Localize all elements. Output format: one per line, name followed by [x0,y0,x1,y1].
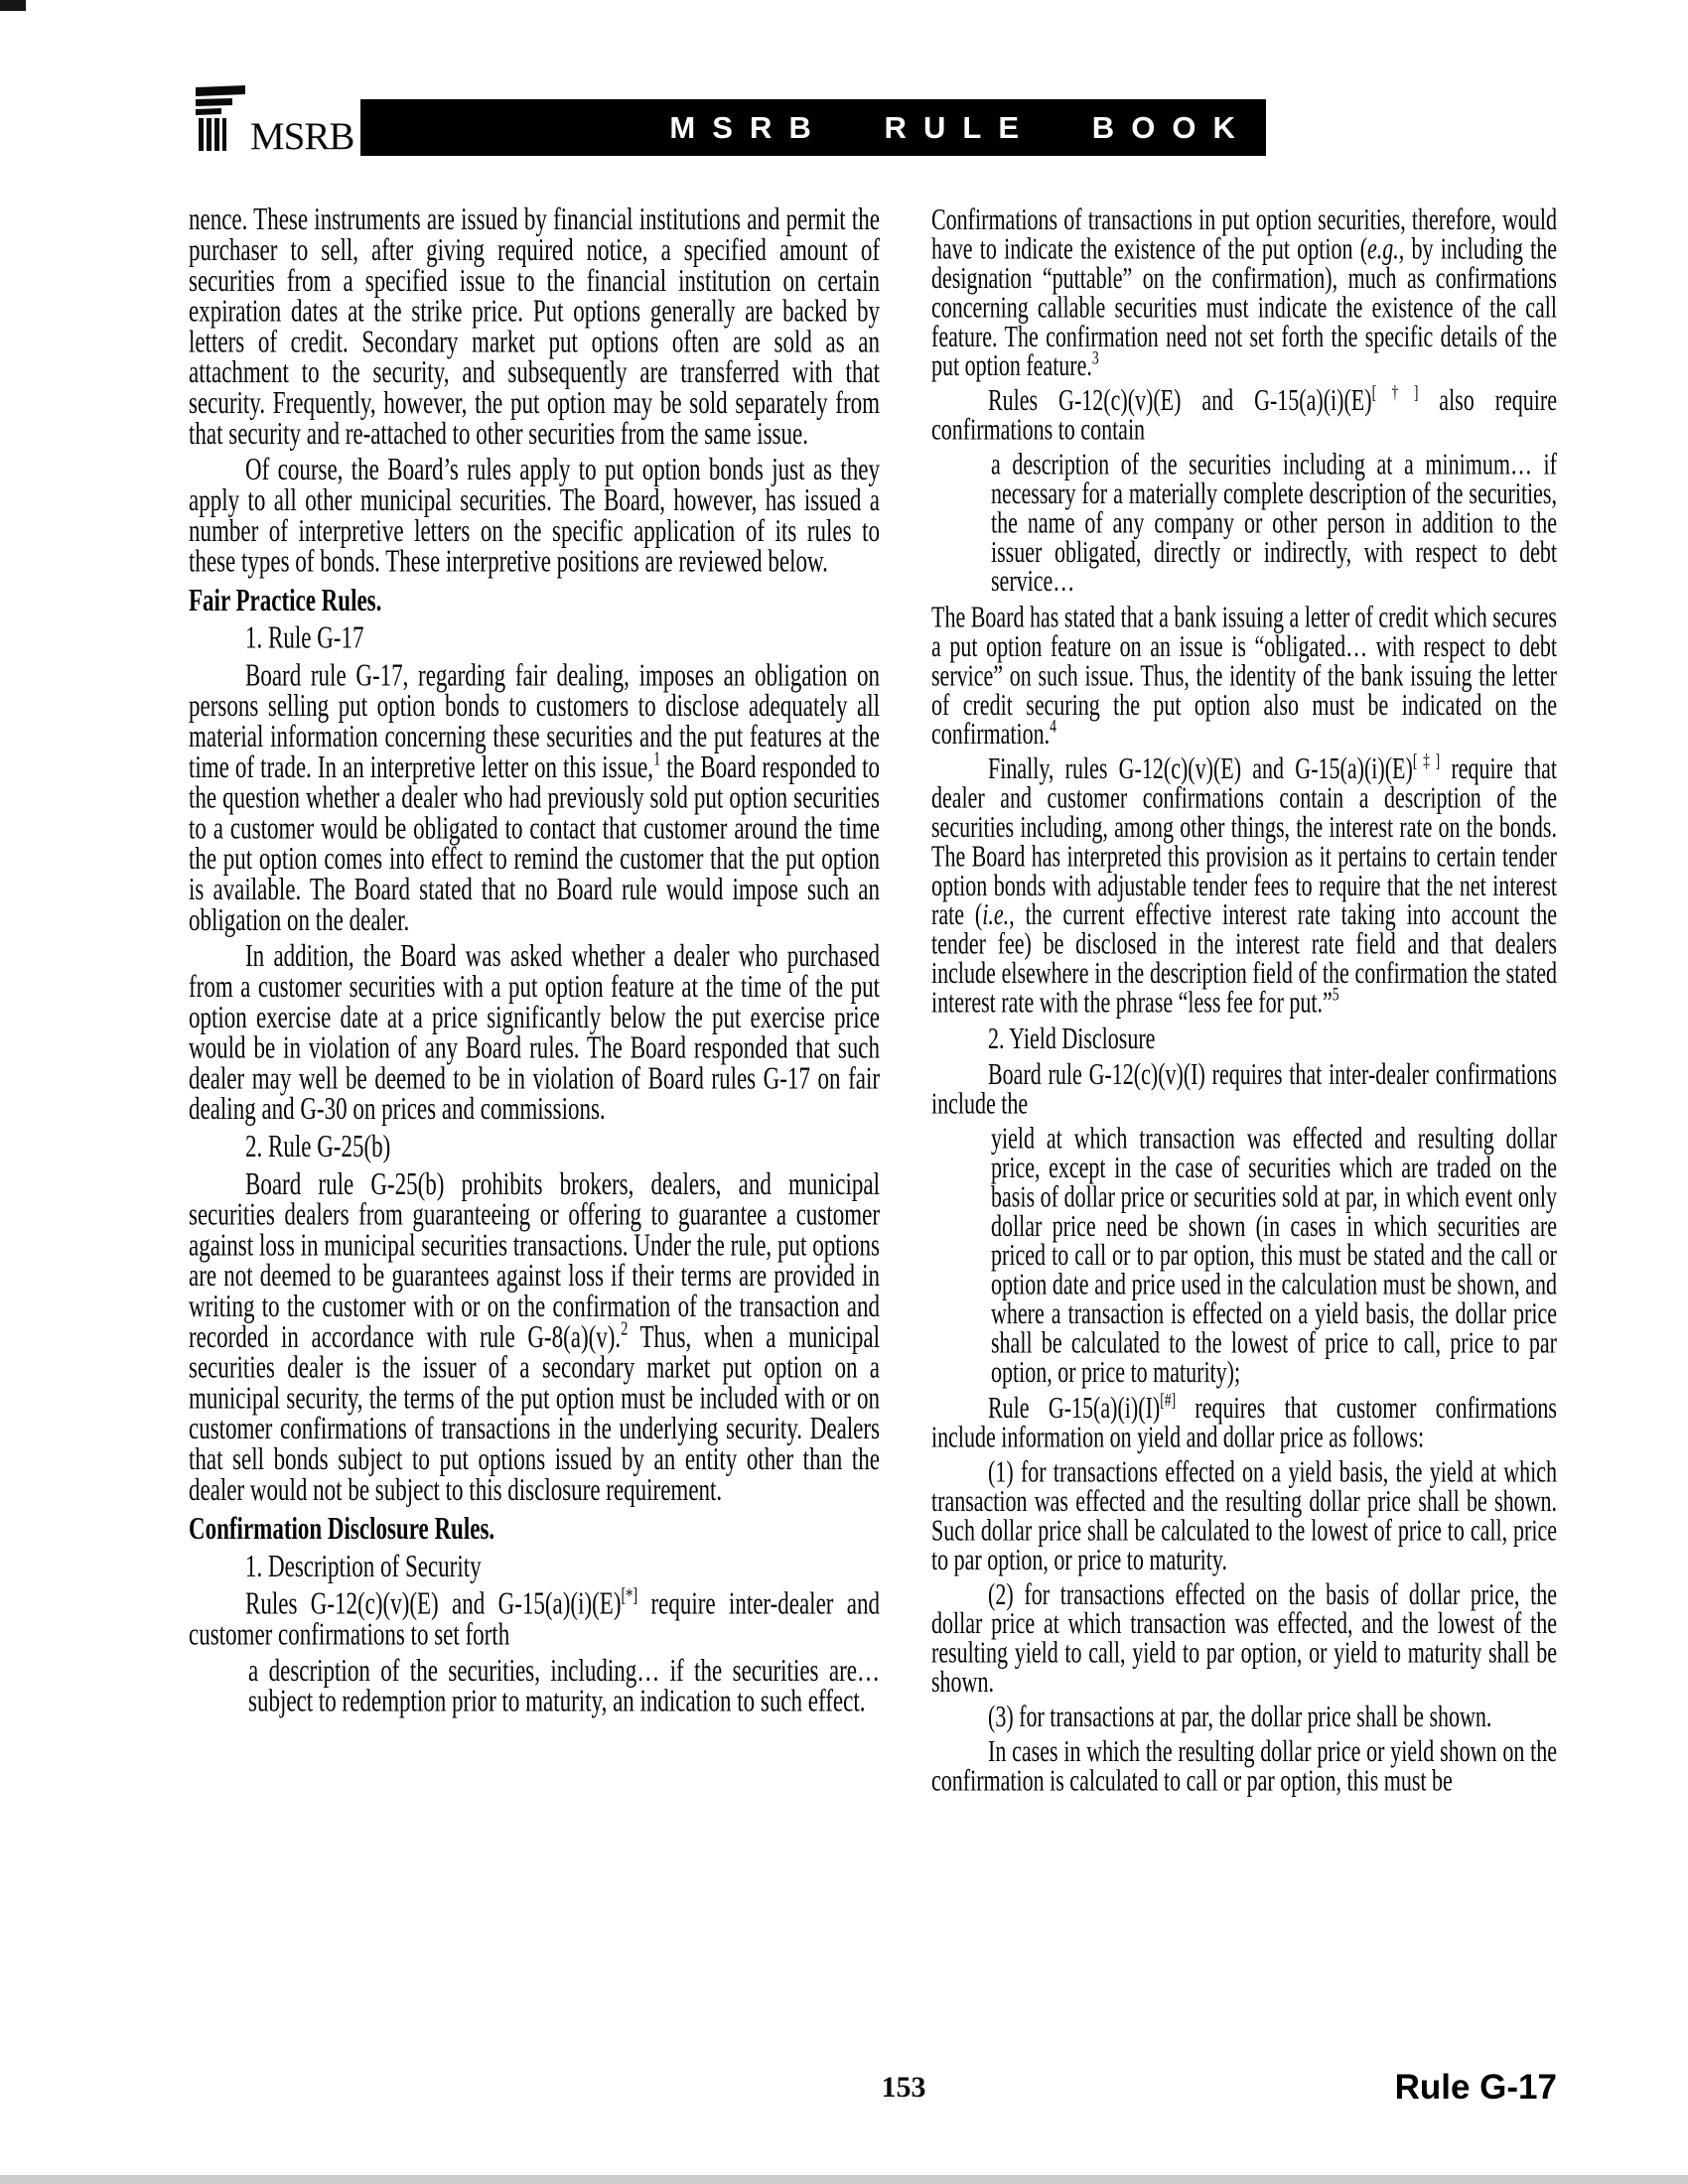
footnote-ref-5: 5 [1332,983,1339,1005]
subheading-description-of-security: 1. Description of Security [245,1548,482,1583]
paragraph: In cases in which the resulting dollar price or yield shown on the confirmation is calculated to call or par option, this must be [931,1733,1557,1798]
page-number: 153 [881,2071,926,2104]
paragraph: Finally, rules G-12(c)(v)(E) and G-15(a)(i)(E)[‡] require that dealer and customer confirmations contain a description of the securities including, among other things, the interest rate on the bonds. The Board has interpreted this provision as it pertains to certain tender option bonds with adjustable tender fees to require that the net interest rate (i.e., the current effective interest rate taking into account the tender fee) be disclosed in the interest rate field and that dealers include elsewhere in the description field of the confirmation the stated interest rate with the phrase “less fee for put.”$^5$ [931,750,1557,1020]
footnote-ref-hash: [#] [1160,1389,1177,1411]
paragraph: Board rule G-12(c)(v)(I) requires that inter-dealer confirmations include the [931,1056,1557,1121]
subheading-yield-disclosure: 2. Yield Disclosure [988,1020,1156,1055]
msrb-logo [196,85,354,159]
column-pillar-icon [196,85,247,153]
paragraph: (3) for transactions at par, the dollar price shall be shown. [988,1699,1492,1733]
block-quote: a description of the securities including at a minimum… if necessary for a materially complete description of the securities, the name of any company or other person in addition to the issuer obligated, directly or indirectly, with respect to debt service… [991,446,1557,599]
section-heading-confirmation-disclosure: Confirmation Disclosure Rules. [189,1511,495,1546]
paragraph: Rules G-12(c)(v)(E) and G-15(a)(i)(E)[*] require inter-dealer and customer confirmations to set forth [189,1584,880,1652]
paragraph: Of course, the Board’s rules apply to put option bonds just as they apply to all other municipal securities. The Board, however, has issued a number of interpretive letters on the specific application of its rules to these types of bonds. These interpretive positions are reviewed below. [189,452,880,579]
footnote-ref-2: 2 [621,1317,629,1341]
banner-title: MSRB RULE BOOK [669,109,1252,145]
subheading-rule-g17: 1. Rule G-17 [245,619,364,655]
subheading-rule-g25b: 2. Rule G-25(b) [245,1129,391,1163]
footnote-ref-dagger: [†] [1371,381,1419,403]
right-column [931,202,1557,1800]
paragraph: Board rule G-17, regarding fair dealing, imposes an obligation on persons selling put option bonds to customers to disclose adequately all material information concerning these securities and the put features at the time of trade. In an interpretive letter on this issue,$^1$ the Board responded to the question whether a dealer who had previously sold put option securities to a customer would be obligated to contact that customer around the time the put option comes into effect to remind the customer that the put option is available. The Board stated that no Board rule would impose such an obligation on the dealer. [189,657,880,937]
paragraph: In addition, the Board was asked whether a dealer who purchased from a customer securities with a put option feature at the time of the put option exercise date at a price significantly below the put exercise price would be in violation of any Board rules. The Board responded that such dealer may well be deemed to be in violation of Board rules G-17 on fair dealing and G-30 on prices and commissions. [189,938,880,1127]
section-heading-fair-practice: Fair Practice Rules. [189,582,382,617]
block-quote: a description of the securities, including… if the securities are… subject to redemption prior to maturity, an indication to such effect. [248,1652,880,1718]
paragraph: (2) for transactions effected on the basis of dollar price, the dollar price at which transaction was effected, and the lowest of the resulting yield to call, yield to par option, or yield to maturity shall be shown. [931,1575,1557,1699]
logo-text: MSRB [250,115,354,159]
paragraph-continuation: nence. These instruments are issued by financial institutions and permit the purchaser to sell, after giving required notice, a specified amount of securities from a specified issue to the financial institution on certain expiration dates at the strike price. Put options generally are backed by letters of credit. Secondary market put options often are sold as an attachment to the security, and subsequently are transferred with that security. Frequently, however, the put option may be sold separately from that security and re-attached to other securities from the same issue. [189,202,880,451]
footnote-ref-4: 4 [1050,715,1056,737]
paragraph: (1) for transactions effected on a yield basis, the yield at which transaction was effected and the resulting dollar price shall be shown. Such dollar price shall be calculated to the lowest of price to call, price to par option, or price to maturity. [931,1453,1557,1576]
block-quote: yield at which transaction was effected and resulting dollar price, except in the case of securities which are traded on the basis of dollar price or securities sold at par, in which event only dollar price need be shown (in cases in which securities are priced to call or to par option, this must be stated and the call or option date and price used in the calculation must be shown, and where a transaction is effected on a yield basis, the dollar price shall be calculated to the lowest of price to call, price to par option, or price to maturity); [991,1120,1557,1389]
paragraph: Rule G-15(a)(i)(I)[#] requires that customer confirmations include information on yield and dollar price as follows: [931,1389,1557,1454]
scan-corner-artifact [0,0,26,11]
paragraph: Board rule G-25(b) prohibits brokers, dealers, and municipal securities dealers from guaranteeing or offering to guarantee a customer against loss in municipal securities transactions. Under the rule, put options are not deemed to be guarantees against loss if their terms are provided in writing to the customer with or on the confirmation of the transaction and recorded in accordance with rule G-8(a)(v).$^2$ Thus, when a municipal securities dealer is the issuer of a secondary market put option on a municipal security, the terms of the put option must be included with or on customer confirmations of transactions in the underlying security. Dealers that sell bonds subject to put options issued by an entity other than the dealer would not be subject to this disclosure requirement. [189,1165,880,1507]
footnote-ref-3: 3 [1091,346,1099,368]
rulebook-banner [360,99,1266,156]
paragraph: The Board has stated that a bank issuing a letter of credit which secures a put option feature on an issue is “obligated… with respect to debt service” on such issue. Thus, the identity of the bank issuing the letter of credit securing the put option also must be indicated on the confirmation.$^4$ [931,599,1557,751]
footnote-ref-double-dagger: [‡] [1412,750,1441,771]
left-column [189,202,880,1723]
paragraph: Confirmations of transactions in put option securities, therefore, would have to indicate the existence of the put option (e.g., by including the designation “puttable” on the confirmation), much as confirmations concerning callable securities must indicate the existence of the call feature. The confirmation need not set forth the specific details of the put option feature.$^3$ [931,202,1557,383]
footnote-ref-1: 1 [653,748,661,771]
rule-footer-label: Rule G-17 [1394,2068,1557,2107]
footnote-ref-star: [*] [621,1584,638,1608]
scan-bottom-edge [0,2175,1688,2184]
paragraph: Rules G-12(c)(v)(E) and G-15(a)(i)(E)[†] also require confirmations to contain [931,381,1557,447]
